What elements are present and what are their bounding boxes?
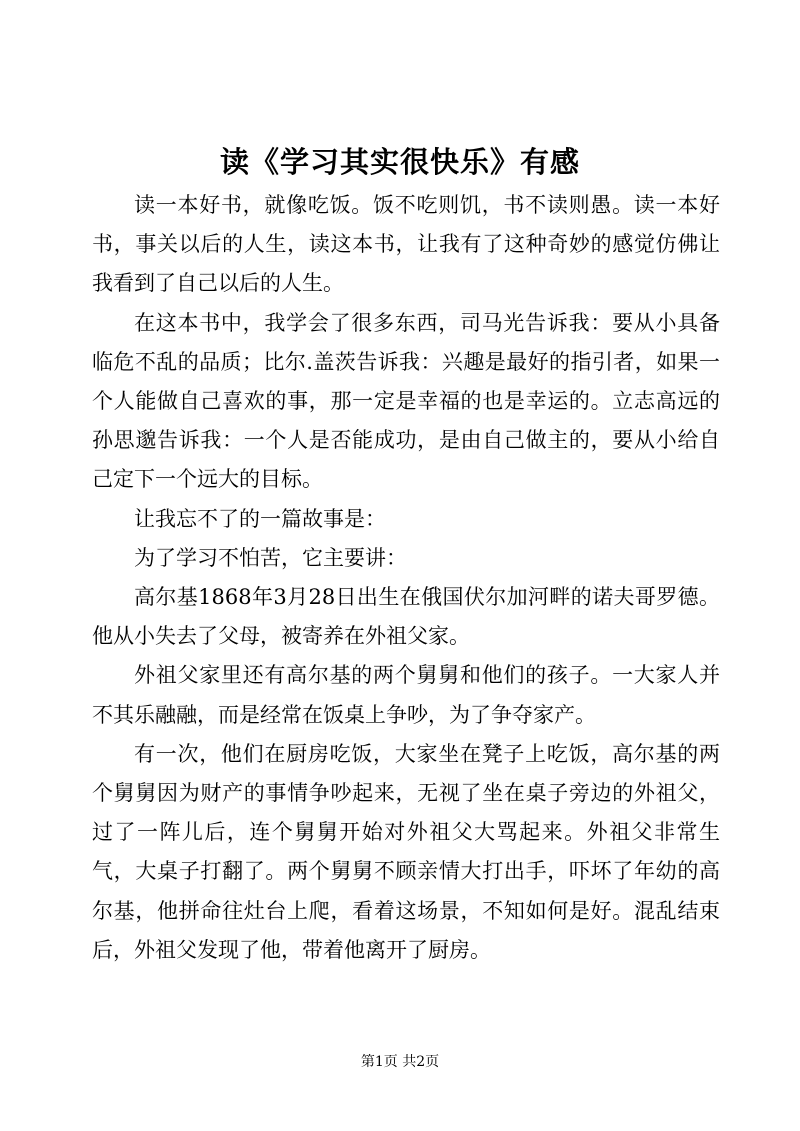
page-number-footer: 第1页 共2页 [360, 1054, 440, 1070]
paragraph: 在这本书中，我学会了很多东西，司马光告诉我：要从小具备临危不乱的品质；比尔.盖茨告诉我：兴趣是最好的指引者，如果一个人能做自己喜欢的事，那一定是幸福的也是幸运的。立志高远的孙思邈告诉我：一个人是否能成功，是由自己做主的，要从小给自己定下一个远大的目标。 [92, 310, 720, 492]
paragraph: 读一本好书，就像吃饭。饭不吃则饥，书不读则愚。读一本好书，事关以后的人生，读这本书，让我有了这种奇妙的感觉仿佛让我看到了自己以后的人生。 [92, 193, 720, 296]
paragraph: 外祖父家里还有高尔基的两个舅舅和他们的孩子。一大家人并不其乐融融，而是经常在饭桌上争吵，为了争夺家产。 [92, 663, 720, 727]
paragraph: 让我忘不了的一篇故事是： [134, 506, 386, 531]
document-title: 读《学习其实很快乐》有感 [219, 145, 580, 179]
paragraph: 高尔基1868年3月28日出生在俄国伏尔加河畔的诺夫哥罗德。他从小失去了父母，被寄养在外祖父家。 [92, 585, 720, 649]
paragraph: 有一次，他们在厨房吃饭，大家坐在凳子上吃饭，高尔基的两个舅舅因为财产的事情争吵起来，无视了坐在桌子旁边的外祖父，过了一阵儿后，连个舅舅开始对外祖父大骂起来。外祖父非常生气，大桌子打翻了。两个舅舅不顾亲情大打出手，吓坏了年幼的高尔基，他拼命往灶台上爬，看着这场景，不知如何是好。混乱结束后，外祖父发现了他，带着他离开了厨房。 [92, 741, 720, 962]
paragraph: 为了学习不怕苦，它主要讲： [134, 545, 407, 570]
document-body [92, 186, 720, 970]
